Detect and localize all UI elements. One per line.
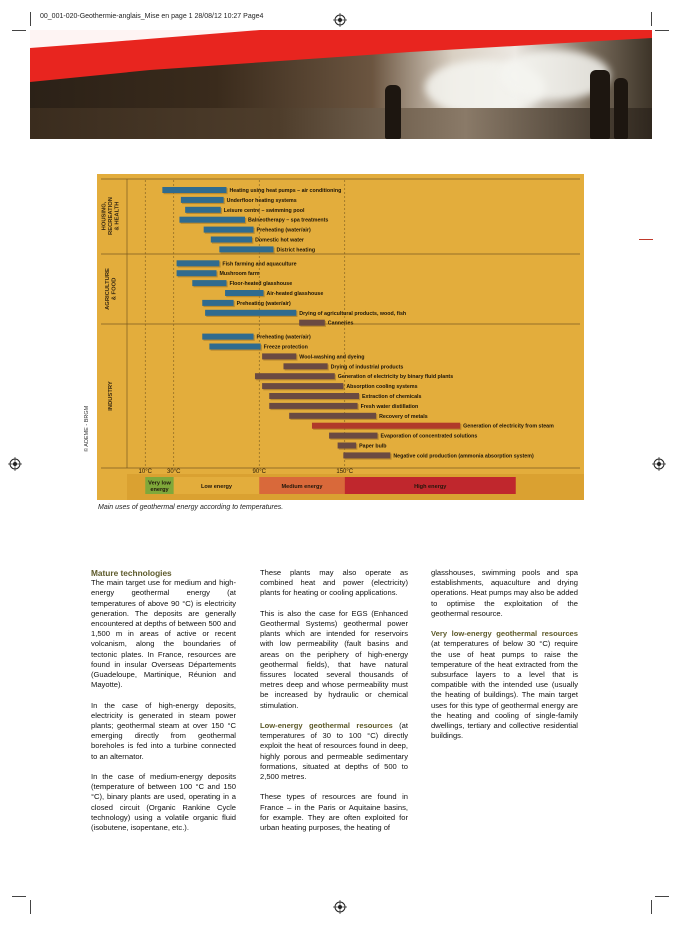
bar [262, 353, 296, 359]
bar-label: Drying of industrial products [330, 364, 404, 371]
section-heading: Mature technologies [91, 568, 172, 578]
energy-band [145, 477, 174, 494]
bar-label: Floor-heated glasshouse [229, 281, 293, 288]
energy-band [174, 477, 260, 494]
chart-bar-group [283, 363, 403, 370]
bar [219, 246, 273, 252]
bar [289, 413, 376, 419]
bar-label: Canneries [327, 320, 354, 327]
bar-label: Evaporation of concentrated solutions [380, 433, 478, 440]
bar [177, 270, 217, 276]
chart-caption: Main uses of geothermal energy according to temperatures. [98, 504, 284, 511]
bar-label: Air-heated glasshouse [266, 291, 324, 297]
bar [338, 443, 357, 449]
bar-label: Negative cold production (ammonia absorption system) [393, 453, 534, 460]
section-label: RECREATION [108, 197, 114, 235]
paragraph-text: (at temperatures of 30 to 100 °C) directly exploit the heat of resources found in deep, highly porous and permeable sedimentary formations, situated at depths of 500 to 2,500 metres. [260, 721, 408, 782]
crop-mark [30, 900, 31, 914]
bar-label: Recovery of metals [379, 413, 428, 420]
chart-bar-group [181, 197, 297, 204]
bar-label: Paper bulb [359, 443, 387, 450]
person-silhouette [385, 85, 401, 139]
chart-bar-group [343, 452, 534, 459]
chart-panel [97, 174, 584, 500]
subheading: Low-energy geothermal resources [260, 721, 393, 731]
chart-bar-group [225, 290, 323, 297]
bar-label: Mushroom farm [219, 271, 260, 278]
bar [204, 227, 254, 233]
margin-red-mark [639, 239, 653, 240]
ground [30, 108, 652, 139]
chart-bar-group [262, 353, 364, 360]
bar [343, 452, 390, 458]
print-slug: 00_001-020-Geothermie-anglais_Mise en page 1 28/08/12 10:27 Page4 [40, 13, 264, 20]
registration-mark-icon [333, 900, 347, 914]
section-label: HOUSING, [101, 201, 108, 231]
bar [269, 403, 357, 409]
bar [225, 290, 263, 296]
chart-bar-group [269, 403, 418, 410]
text-column-2 [260, 568, 408, 843]
x-tick-label: 10°C [138, 469, 152, 475]
bar [209, 344, 260, 350]
chart-bar-group [179, 217, 328, 224]
bar [255, 373, 335, 379]
energy-band-label: High energy [414, 483, 447, 490]
x-tick-label: 90°C [252, 469, 266, 475]
bar-label: Drying of agricultural products, wood, fish [299, 310, 407, 317]
bar-label: Absorption cooling systems [346, 384, 418, 391]
bar-label: Balneotherapy – spa treatments [248, 217, 329, 224]
paragraph: The main target use for medium and high-energy geothermal energy (at temperatures of above 90 °C) is electricity generation. The deposits are generally encountered at depths of between 500 and 1,500 m in areas of active or recent volcanism, along the boundaries of tectonic plates. In France, resources are found in insular Overseas Départements (Guadeloupe, Martinique, Réunion and Mayotte). [91, 578, 236, 690]
bar-label: Preheating (water/air) [256, 334, 311, 341]
text-column-1 [91, 568, 236, 843]
bar-label: Wool-washing and dyeing [299, 354, 365, 361]
bar [177, 260, 220, 266]
subheading: Very low-energy geothermal resources [431, 629, 578, 639]
bar [185, 207, 221, 213]
bar-label: Underfloor heating systems [226, 197, 297, 204]
paragraph: This is also the case for EGS (Enhanced Geothermal Systems) geothermal power plants which are intended for reservoirs with low permeability (fault basins and areas on the periphery of high-energy geothermal fields), that have natural fissures located several thousands of metres deep and whose permeability must be increased by hydraulic or chemical stimulation. [260, 608, 408, 710]
section-label: & FOOD [111, 277, 118, 301]
bar [179, 217, 245, 223]
header-photo [30, 30, 652, 139]
chart-bar-group [338, 443, 388, 450]
bar-label: Extraction of chemicals [362, 394, 422, 400]
chart-bar-group [202, 300, 291, 307]
chart-bar-group [209, 344, 307, 351]
energy-band-label: Medium energy [281, 483, 323, 490]
bar [205, 310, 296, 316]
bar [202, 334, 253, 340]
registration-mark-icon [8, 457, 22, 471]
crop-mark [12, 30, 26, 31]
section-label: INDUSTRY [108, 381, 114, 411]
bar [329, 433, 377, 439]
bar [181, 197, 224, 203]
bar-label: Preheating (water/air) [256, 227, 311, 234]
crop-mark [651, 12, 652, 26]
bar-label: District heating [276, 247, 316, 254]
bar-label: Leisure centre – swimming pool [223, 207, 305, 214]
section-label: AGRICULTURE [104, 268, 111, 310]
energy-band [345, 477, 516, 494]
energy-band-label: Very low [148, 480, 171, 487]
paragraph-text: (at temperatures of below 30 °C) require the use of heat pumps to raise the temperature of the heat extracted from the subsurface layers to a level that is compatible with the intended use (usually the heating of buildings). The main target uses for this type of geothermal energy are the heating and cooling of single-family dwellings, tertiary and collective residential buildings. [431, 639, 578, 741]
crop-mark [655, 30, 669, 31]
crop-mark [30, 12, 31, 26]
bar [269, 393, 359, 399]
chart-credit: © ADEME - BRGM [84, 405, 90, 452]
chart-bar-group [202, 334, 311, 341]
chart-bar-group [211, 237, 304, 244]
chart-bar-group [219, 246, 315, 253]
chart-bar-group [162, 187, 341, 194]
text-column-3 [431, 568, 578, 752]
bar-label: Heating using heat pumps – air conditioning [229, 188, 342, 194]
chart-bar-group [192, 280, 292, 287]
geothermal-uses-chart [97, 174, 584, 500]
chart-bar-group [269, 393, 421, 400]
bar [202, 300, 233, 306]
bar [299, 320, 325, 326]
chart-bar-group [177, 260, 297, 267]
crop-mark [651, 900, 652, 914]
section-label: & HEALTH [114, 201, 121, 231]
energy-band-label: energy [150, 487, 169, 494]
chart-bar-group [262, 383, 418, 390]
chart-bar-group [185, 207, 305, 214]
person-silhouette [614, 78, 628, 139]
energy-band-label: Low energy [200, 483, 233, 490]
energy-band [259, 477, 345, 494]
crop-mark [12, 896, 26, 897]
paragraph: In the case of high-energy deposits, electricity is generated in steam power plants; geothermal steam at over 150 °C emerging directly from geothermal boreholes is fed into a turbine connected to an alternator. [91, 700, 236, 761]
bar [262, 383, 343, 389]
crop-mark [655, 896, 669, 897]
bar-label: Generation of electricity from steam [463, 423, 554, 430]
bar-label: Fresh water distillation [360, 403, 419, 410]
chart-bar-group [255, 373, 453, 380]
person-silhouette [590, 70, 610, 139]
paragraph: In the case of medium-energy deposits (temperature of between 100 °C and 150 °C), binary plants are used, operating in a closed circuit (Organic Rankine Cycle technology) using a volatile organic fluid (isobutene, isopentane, etc.). [91, 772, 236, 833]
energy-bands [145, 477, 516, 494]
chart-bar-group [329, 433, 477, 440]
x-tick-label: 150°C [336, 469, 354, 475]
chart-bar-group [289, 413, 428, 420]
bar-label: Generation of electricity by binary fluid plants [337, 374, 454, 381]
bar-label: Fish farming and aquaculture [222, 261, 297, 268]
bar-label: Domestic hot water [255, 237, 304, 244]
x-tick-label: 30°C [167, 469, 181, 475]
bar-label: Freeze protection [263, 344, 308, 351]
paragraph: These plants may also operate as combined heat and power (electricity) plants for heating or cooling applications. [260, 568, 408, 598]
bar [312, 423, 460, 429]
paragraph: glasshouses, swimming pools and spa establishments, aquaculture and drying operations. Heat pumps may also be added to optimise the exploitation of the geothermal resource. [431, 568, 578, 618]
chart-bar-group [312, 423, 554, 430]
registration-mark-icon [333, 13, 347, 27]
bar [192, 280, 226, 286]
chart-bar-group [204, 227, 311, 234]
bar [162, 187, 226, 193]
paragraph: These types of resources are found in France – in the Paris or Aquitaine basins, for example. They are often exploited for urban heating purposes, the heating of [260, 792, 408, 833]
chart-bar-group [205, 310, 406, 317]
registration-mark-icon [652, 457, 666, 471]
bar [211, 237, 252, 243]
bar [283, 363, 327, 369]
bar-label: Preheating (water/air) [236, 300, 291, 307]
